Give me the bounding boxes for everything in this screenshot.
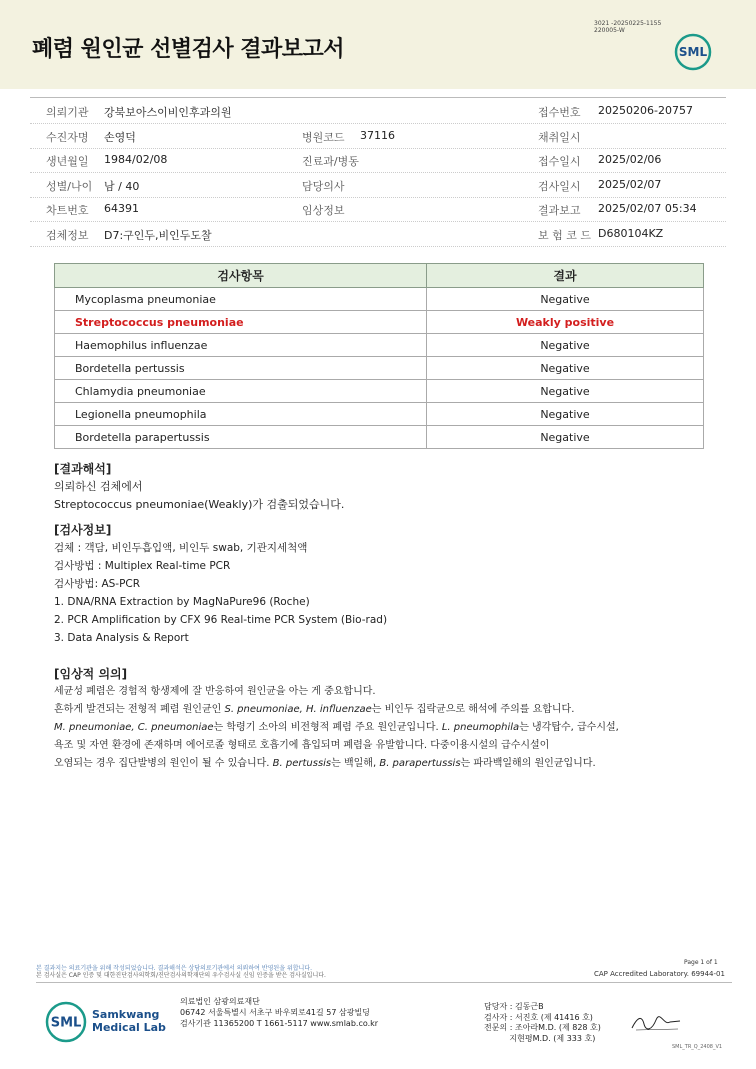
footer-notice: 본 결과지는 의료기관을 위해 작성되었습니다. 결과해석은 상담의료기관에서 의뢰하여 반영된을 위합니다. 본 검사실은 CAP 인증 및 대한진단검사의학회/진단검사의학재단의 우수검사실 신임 인증을 받은 검사실입니다. bbox=[36, 965, 326, 979]
info-row bbox=[30, 173, 726, 198]
signature-icon bbox=[628, 1010, 684, 1036]
test-info-line: 3. Data Analysis & Report bbox=[54, 632, 189, 644]
test-info-line: 검체 : 객담, 비인두흡입액, 비인두 swab, 기관지세척액 bbox=[54, 542, 308, 554]
results-table bbox=[54, 263, 704, 449]
test-name: Bordetella parapertussis bbox=[55, 426, 427, 449]
result-row bbox=[55, 311, 704, 334]
info-label: 생년월일 bbox=[46, 155, 89, 168]
info-label: 의뢰기관 bbox=[46, 106, 89, 119]
test-result: Weakly positive bbox=[427, 311, 704, 334]
info-value: 1984/02/08 bbox=[104, 153, 168, 166]
info-row bbox=[30, 99, 726, 124]
col-header-test: 검사항목 bbox=[55, 264, 427, 288]
test-name: Bordetella pertussis bbox=[55, 357, 427, 380]
report-title: 폐렴 원인균 선별검사 결과보고서 bbox=[32, 37, 345, 62]
info-value: 64391 bbox=[104, 202, 139, 215]
clinical-line: 욕조 및 자연 환경에 존재하며 에어로졸 형태로 호흡기에 흡입되며 폐렴을 유발합니다. 다중이용시설의 급수시설이 bbox=[54, 740, 550, 751]
info-label: 보 험 코 드 bbox=[538, 228, 591, 242]
test-name: Legionella pneumophila bbox=[55, 403, 427, 426]
lab-address: 의료법인 삼광의료재단 06742 서울특별시 서초구 바우뫼로41길 57 삼광빌딩 검사기관 11365200 T 1661-5117 www.smlab.co.kr bbox=[180, 997, 379, 1028]
info-label: 담당의사 bbox=[302, 179, 345, 193]
result-row bbox=[55, 357, 704, 380]
cap-accreditation: CAP Accredited Laboratory. 69944-01 bbox=[594, 970, 725, 978]
interpretation-section bbox=[54, 460, 734, 514]
result-row bbox=[55, 380, 704, 403]
test-name: Mycoplasma pneumoniae bbox=[55, 288, 427, 311]
result-row bbox=[55, 288, 704, 311]
result-row bbox=[55, 334, 704, 357]
clinical-line: 흔하게 발견되는 전형적 폐렴 원인균인 S. pneumoniae, H. influenzae는 비인두 집락균으로 해석에 주의를 요합니다. bbox=[54, 704, 575, 715]
report-id: 3021 -20250225-1155 220005-W bbox=[594, 20, 662, 34]
test-result: Negative bbox=[427, 288, 704, 311]
info-row bbox=[30, 124, 726, 149]
test-result: Negative bbox=[427, 334, 704, 357]
divider bbox=[36, 982, 732, 983]
test-result: Negative bbox=[427, 380, 704, 403]
info-label: 진료과/병동 bbox=[302, 155, 359, 168]
result-row bbox=[55, 426, 704, 449]
info-value: D680104KZ bbox=[598, 226, 664, 240]
test-info-section bbox=[54, 521, 734, 647]
test-name: Streptococcus pneumoniae bbox=[55, 311, 427, 334]
sml-logo-icon bbox=[44, 1000, 88, 1044]
sml-logo-icon bbox=[673, 32, 713, 72]
test-info-line: 검사방법 : Multiplex Real-time PCR bbox=[54, 560, 231, 572]
info-row bbox=[30, 222, 726, 247]
test-result: Negative bbox=[427, 357, 704, 380]
svg-text:SML: SML bbox=[678, 45, 708, 59]
test-info-line: 검사방법: AS-PCR bbox=[54, 578, 141, 590]
info-value: 2025/02/07 bbox=[598, 177, 662, 191]
section-title: [검사정보] bbox=[54, 523, 112, 537]
section-title: [임상적 의의] bbox=[54, 667, 128, 681]
col-header-result: 결과 bbox=[427, 264, 704, 288]
interpretation-line: 의뢰하신 검체에서 bbox=[54, 480, 143, 493]
info-label: 접수일시 bbox=[538, 155, 581, 168]
info-label: 접수번호 bbox=[538, 106, 581, 119]
test-result: Negative bbox=[427, 426, 704, 449]
clinical-line: 세균성 폐렴은 경험적 항생제에 잘 반응하여 원인균을 아는 게 중요합니다. bbox=[54, 686, 376, 697]
info-value: 2025/02/07 05:34 bbox=[598, 202, 697, 215]
info-row bbox=[30, 197, 726, 222]
clinical-section bbox=[54, 665, 734, 773]
form-code: SML_TR_Q_2408_V1 bbox=[672, 1044, 723, 1050]
info-value: 37116 bbox=[360, 128, 395, 142]
info-value: 남 / 40 bbox=[104, 179, 140, 193]
clinical-line: M. pneumoniae, C. pneumoniae는 학령기 소아의 비전형적 폐렴 주요 원인균입니다. L. pneumophila는 냉각탑수, 급수시설, bbox=[54, 722, 619, 733]
result-row bbox=[55, 403, 704, 426]
signers: 담당자 : 김동근B 검사자 : 서진호 (제 41416 호) 전문의 : 조아라M.D. (제 828 호) 지현평M.D. (제 333 호) bbox=[484, 1002, 601, 1043]
brand-name: Samkwang Medical Lab bbox=[92, 1008, 166, 1034]
test-name: Chlamydia pneumoniae bbox=[55, 380, 427, 403]
info-value: 20250206-20757 bbox=[598, 104, 693, 117]
info-label: 임상정보 bbox=[302, 204, 345, 217]
info-label: 결과보고 bbox=[538, 204, 581, 217]
report-header bbox=[0, 0, 756, 89]
clinical-line: 오염되는 경우 집단발병의 원인이 될 수 있습니다. B. pertussis는 백일해, B. parapertussis는 파라백일해의 원인균입니다. bbox=[54, 758, 596, 769]
test-info-line: 2. PCR Amplification by CFX 96 Real-time PCR System (Bio-rad) bbox=[54, 614, 388, 626]
svg-text:SML: SML bbox=[50, 1015, 82, 1031]
info-label: 차트번호 bbox=[46, 204, 89, 217]
info-label: 수진자명 bbox=[46, 130, 89, 144]
page-number: Page 1 of 1 bbox=[684, 959, 718, 966]
info-label: 병원코드 bbox=[302, 130, 345, 144]
interpretation-line: Streptococcus pneumoniae(Weakly)가 검출되었습니다. bbox=[54, 498, 345, 511]
info-label: 성별/나이 bbox=[46, 179, 93, 193]
info-value: 손영덕 bbox=[104, 130, 136, 144]
section-title: [결과해석] bbox=[54, 462, 112, 476]
test-result: Negative bbox=[427, 403, 704, 426]
test-name: Haemophilus influenzae bbox=[55, 334, 427, 357]
info-value: 2025/02/06 bbox=[598, 153, 662, 166]
info-label: 검사일시 bbox=[538, 179, 581, 193]
info-label: 채취일시 bbox=[538, 130, 581, 144]
info-value: 강북보아스이비인후과의원 bbox=[104, 106, 232, 119]
test-info-line: 1. DNA/RNA Extraction by MagNaPure96 (Roche) bbox=[54, 596, 310, 608]
info-label: 검체정보 bbox=[46, 228, 89, 242]
divider bbox=[30, 97, 726, 98]
info-value: D7:구인두,비인두도찰 bbox=[104, 228, 212, 242]
info-row bbox=[30, 148, 726, 173]
